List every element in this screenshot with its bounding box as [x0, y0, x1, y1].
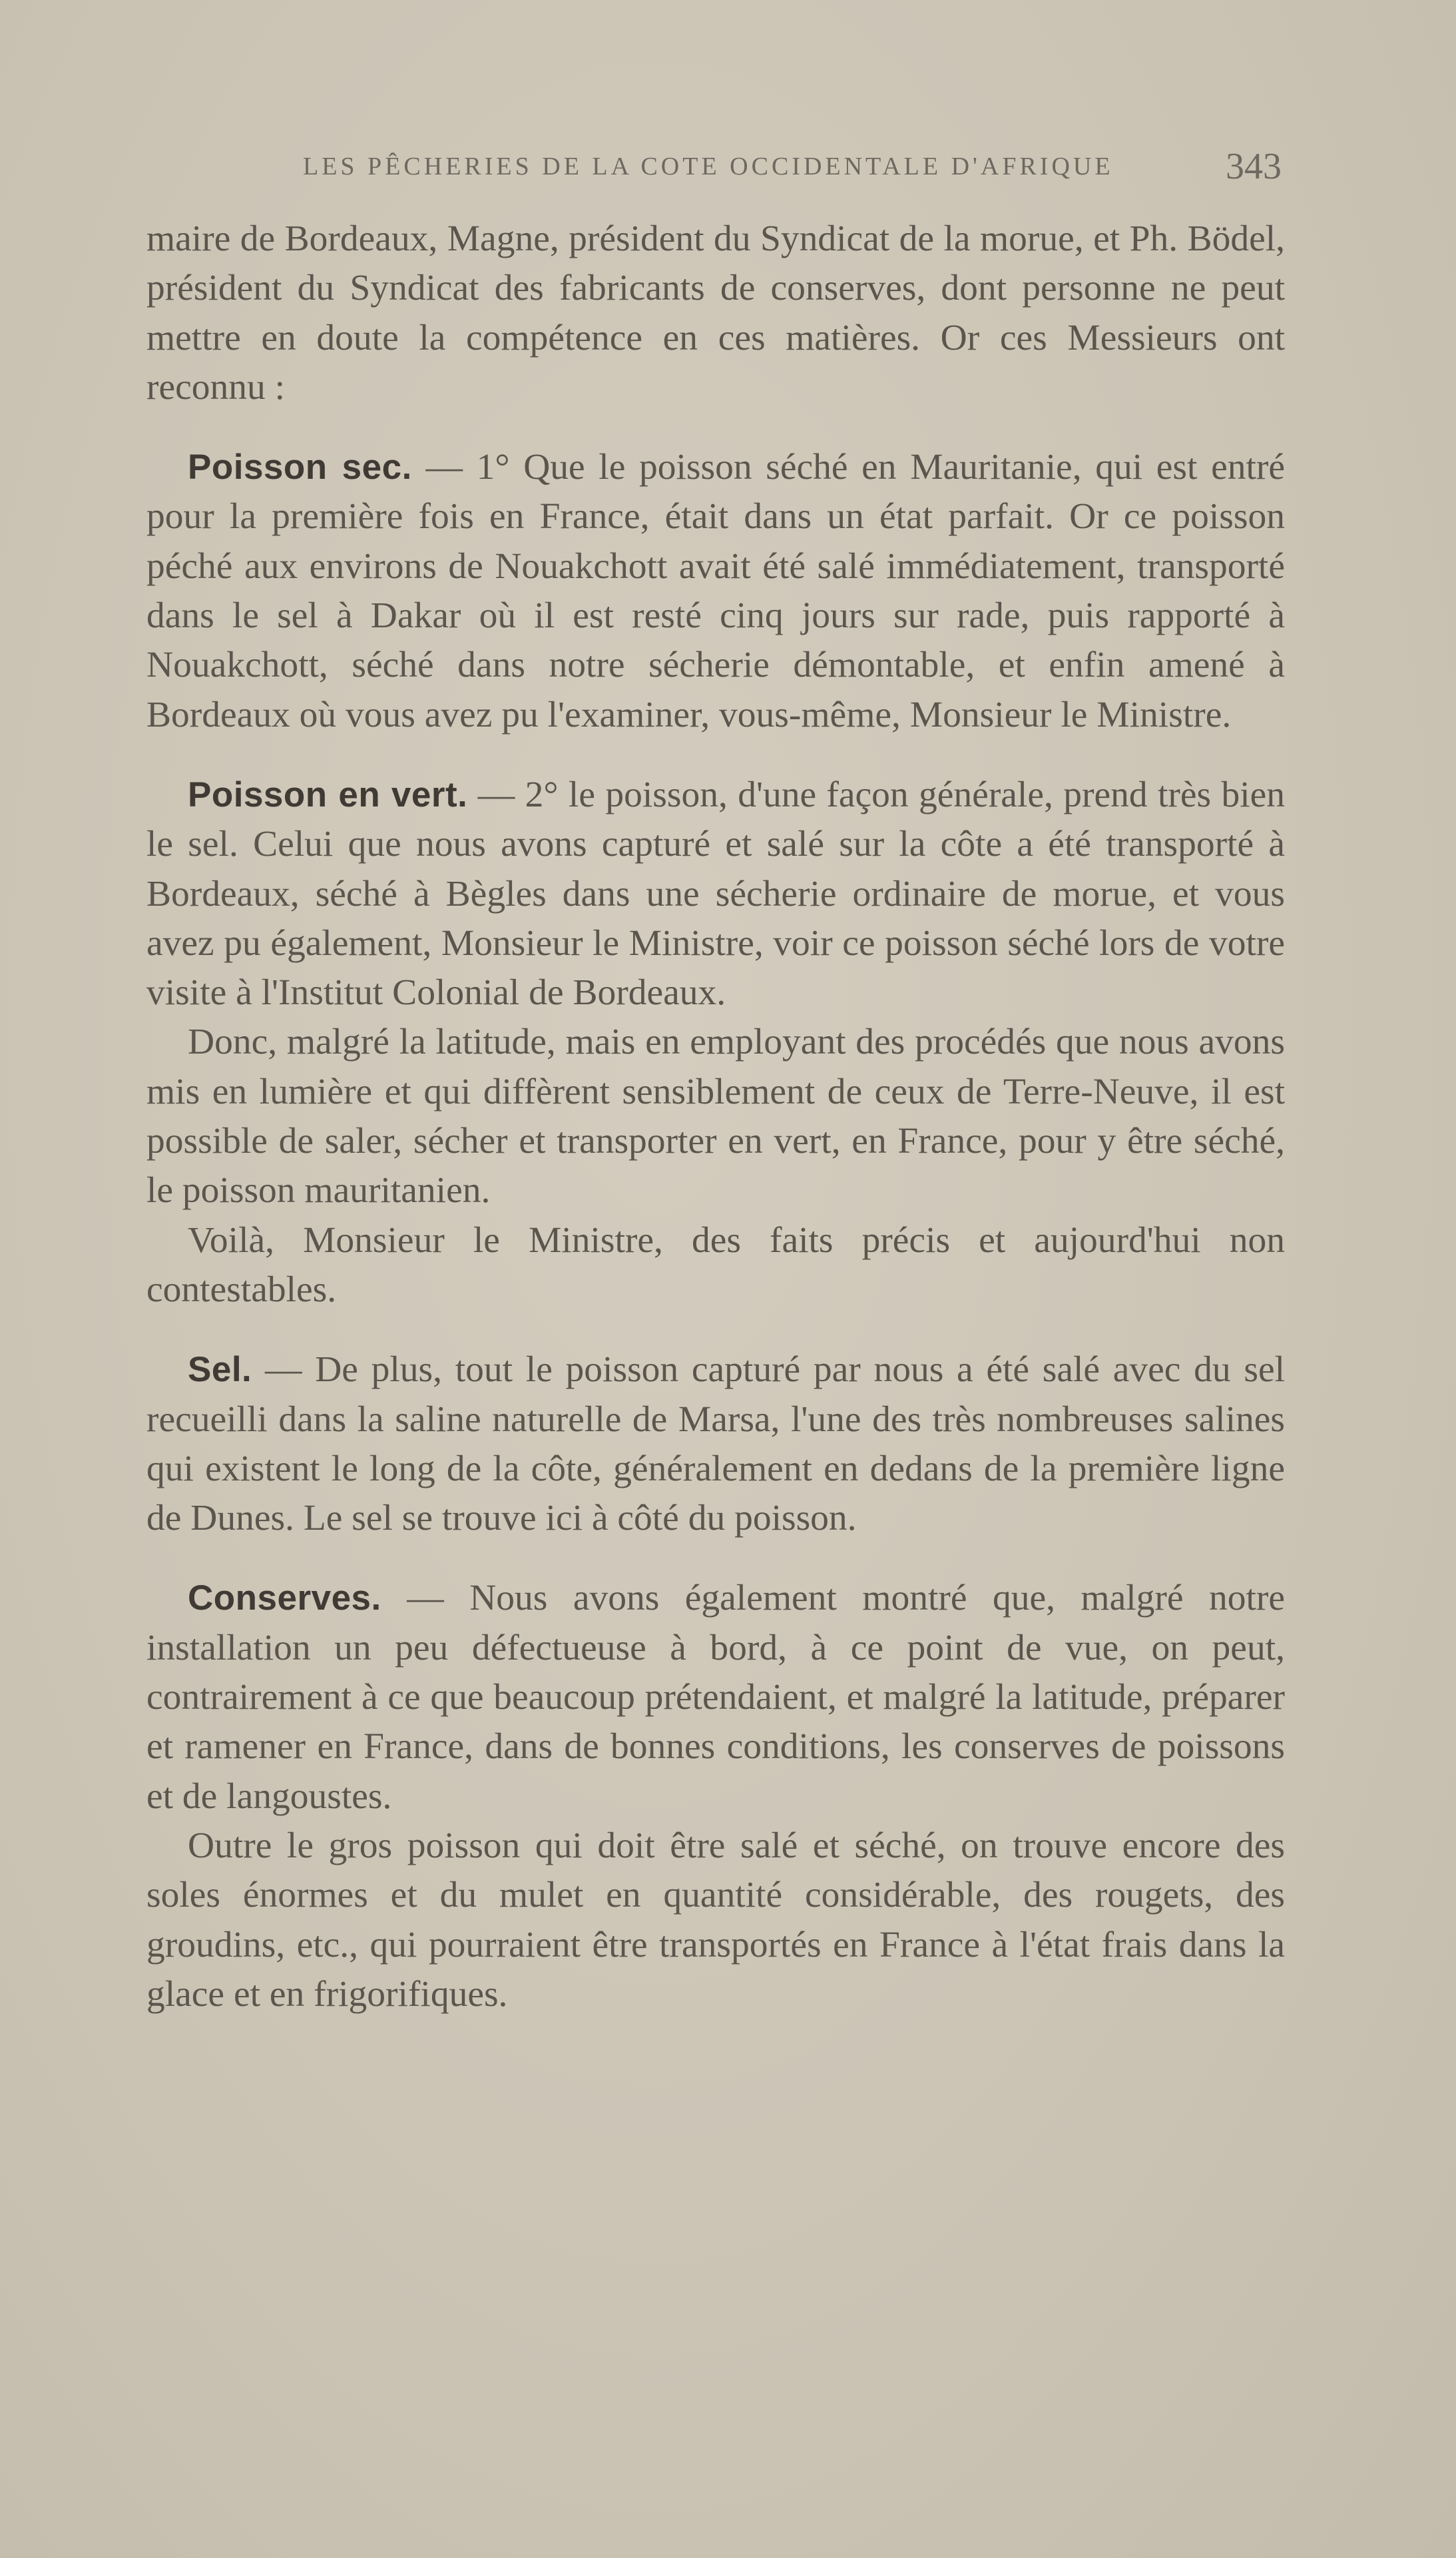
- paragraph-text: — 1° Que le poisson séché en Mauritanie, qui est entré pour la première fois en France, était dans un état parfait. Or ce poisson péché aux environs de Nouakchott avait été salé immédiatement, transporté dans le sel à Dakar où il est resté cinq jours sur rade, puis rapporté à Nouakchott, séché dans notre sécherie démontable, et enfin amené à Bordeaux où vous avez pu l'examiner, vous-même, Monsieur le Ministre.: [146, 447, 1285, 735]
- paragraph-conserves: [146, 1574, 1285, 1821]
- paragraph-text: — Nous avons également montré que, malgré notre installation un peu défectueuse à bord, à ce point de vue, on peut, contrairement à ce que beaucoup prétendaient, et malgré la latitude, préparer et ramener en France, dans de bonnes conditions, les conserves de poissons et de langoustes.: [146, 1578, 1285, 1817]
- running-title: LES PÊCHERIES DE LA COTE OCCIDENTALE D'AFRIQUE: [303, 153, 1114, 180]
- body-text: [146, 214, 1285, 2019]
- paragraph-text: Donc, malgré la latitude, mais en employant des procédés que nous avons mis en lumière et qui diffèrent sensiblement de ceux de Terre-Neuve, il est possible de saler, sécher et transporter en vert, en France, pour y être séché, le poisson mauritanien.: [146, 1022, 1285, 1211]
- section-heading-poisson-sec: Poisson sec.: [188, 448, 412, 487]
- paragraph-poisson-sec: [146, 443, 1285, 740]
- paragraph-continuation: [146, 214, 1285, 412]
- paragraph-donc: [146, 1018, 1285, 1215]
- section-heading-sel: Sel.: [188, 1350, 252, 1390]
- paragraph-poisson-en-vert: [146, 771, 1285, 1018]
- running-header: [303, 145, 1282, 192]
- section-heading-conserves: Conserves.: [188, 1578, 381, 1618]
- page-number: 343: [1226, 146, 1282, 187]
- paragraph-text: Outre le gros poisson qui doit être salé et séché, on trouve encore des soles énormes et du mulet en quantité considérable, des rougets, des groudins, etc., qui pourraient être transportés en France à l'état frais dans la glace et en frigorifiques.: [146, 1825, 1285, 2015]
- paragraph-text: maire de Bordeaux, Magne, président du Syndicat de la morue, et Ph. Bödel, président du Syndicat des fabricants de conserves, dont personne ne peut mettre en doute la compétence en ces matières. Or ces Messieurs ont reconnu :: [146, 218, 1285, 408]
- paragraph-voila: [146, 1216, 1285, 1315]
- paragraph-outre: [146, 1821, 1285, 2019]
- paragraph-sel: [146, 1345, 1285, 1543]
- paragraph-text: — 2° le poisson, d'une façon générale, prend très bien le sel. Celui que nous avons capturé et salé sur la côte a été transporté à Bordeaux, séché à Bègles dans une sécherie ordinaire de morue, et vous avez pu également, Monsieur le Ministre, voir ce poisson séché lors de votre visite à l'Institut Colonial de Bordeaux.: [146, 774, 1285, 1014]
- section-heading-poisson-en-vert: Poisson en vert.: [188, 775, 468, 814]
- paragraph-text: — De plus, tout le poisson capturé par nous a été salé avec du sel recueilli dans la saline naturelle de Marsa, l'une des très nombreuses salines qui existent le long de la côte, généralement en dedans de la première ligne de Dunes. Le sel se trouve ici à côté du poisson.: [146, 1349, 1285, 1539]
- paragraph-text: Voilà, Monsieur le Ministre, des faits précis et aujourd'hui non contestables.: [146, 1219, 1285, 1310]
